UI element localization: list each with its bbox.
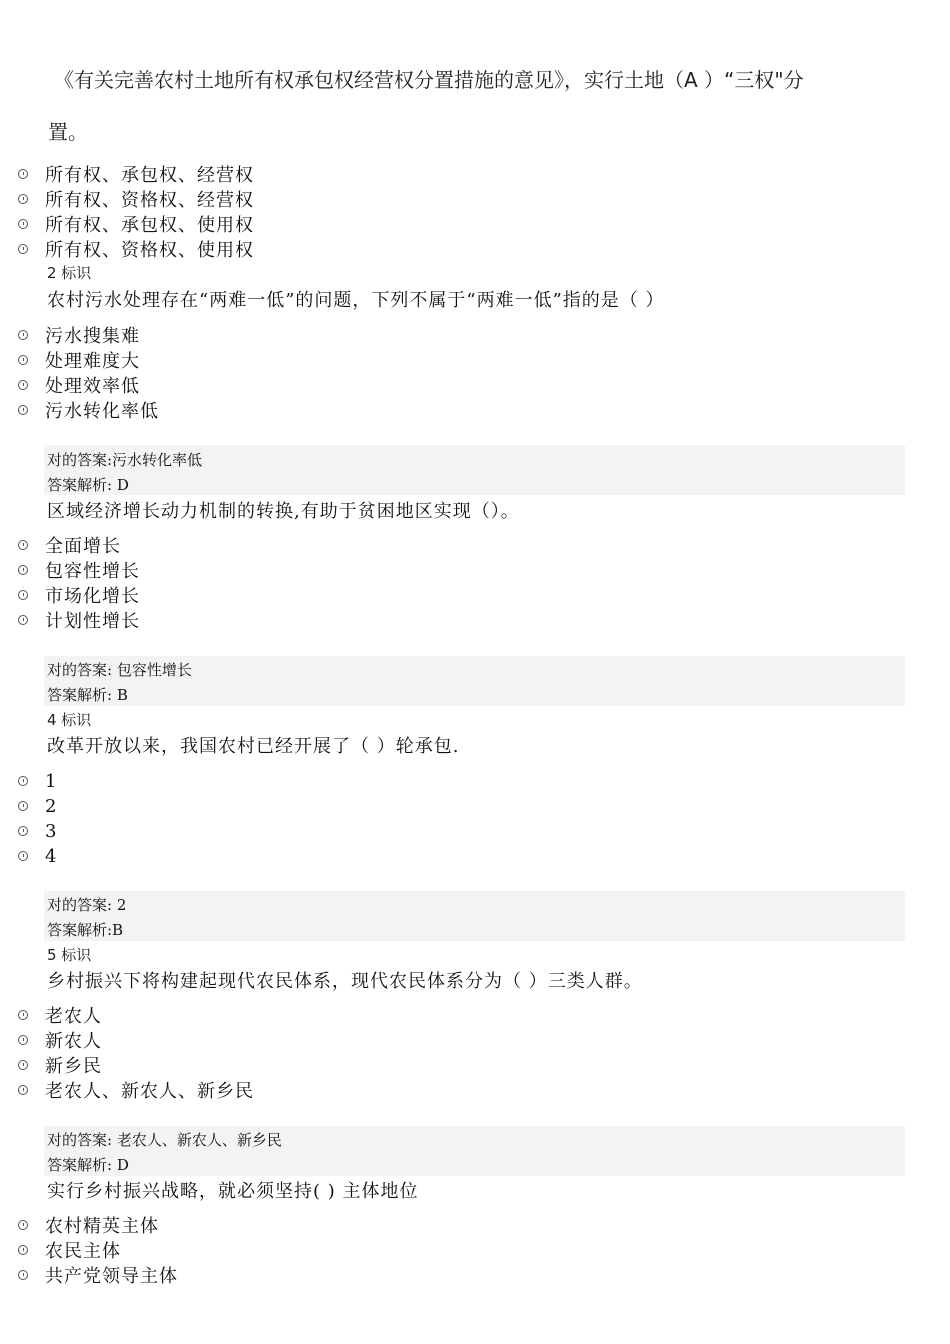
radio-icon[interactable] — [18, 169, 28, 179]
q6-option-c[interactable] — [18, 1263, 178, 1287]
option-label: 4 — [45, 845, 58, 867]
option-label: 所有权、资格权、使用权 — [45, 240, 254, 261]
option-label: 处理效率低 — [45, 376, 140, 397]
q3-option-c[interactable] — [18, 583, 140, 607]
option-label: 包容性增长 — [45, 561, 140, 582]
radio-icon[interactable] — [18, 826, 28, 836]
intro-question — [48, 54, 908, 158]
q5-option-d[interactable] — [18, 1078, 254, 1102]
option-label: 2 — [45, 795, 58, 817]
option-label: 计划性增长 — [45, 611, 140, 632]
q3-option-a[interactable] — [18, 533, 121, 557]
radio-icon[interactable] — [18, 355, 28, 365]
radio-icon[interactable] — [18, 1220, 28, 1230]
radio-icon[interactable] — [18, 1010, 28, 1020]
q1-option-a[interactable] — [18, 162, 254, 186]
q4-correct-answer: 对的答案: 2 — [47, 896, 127, 914]
q3-answer-analysis: 答案解析: B — [47, 686, 128, 704]
option-label: 老农人、新农人、新乡民 — [45, 1081, 254, 1102]
radio-icon[interactable] — [18, 194, 28, 204]
option-label: 3 — [45, 820, 58, 842]
option-label: 农民主体 — [45, 1241, 121, 1262]
q2-option-c[interactable] — [18, 373, 140, 397]
q3-option-b[interactable] — [18, 558, 140, 582]
option-label: 所有权、承包权、使用权 — [45, 215, 254, 236]
q2-option-d[interactable] — [18, 398, 159, 422]
option-label: 新乡民 — [45, 1056, 102, 1077]
q1-option-c[interactable] — [18, 212, 254, 236]
q5-option-a[interactable] — [18, 1003, 102, 1027]
radio-icon[interactable] — [18, 1085, 28, 1095]
radio-icon[interactable] — [18, 1245, 28, 1255]
q6-text: 实行乡村振兴战略，就必须坚持( ) 主体地位 — [47, 1181, 419, 1202]
radio-icon[interactable] — [18, 219, 28, 229]
q2-text: 农村污水处理存在“两难一低”的问题，下列不属于“两难一低”指的是（ ） — [47, 290, 665, 311]
option-label: 全面增长 — [45, 536, 121, 557]
radio-icon[interactable] — [18, 776, 28, 786]
q6-option-a[interactable] — [18, 1213, 159, 1237]
option-label: 农村精英主体 — [45, 1216, 159, 1237]
q2-answer-analysis: 答案解析: D — [47, 476, 129, 494]
radio-icon[interactable] — [18, 1270, 28, 1280]
q5-text: 乡村振兴下将构建起现代农民体系，现代农民体系分为（ ）三类人群。 — [47, 971, 643, 992]
q5-option-c[interactable] — [18, 1053, 102, 1077]
intro-line-1: 《有关完善农村土地所有权承包权经营权分置措施的意见》，实行土地（A ）“三权"分 — [54, 68, 804, 92]
q4-text: 改革开放以来，我国农村已经开展了（ ）轮承包. — [47, 736, 460, 757]
q3-text: 区域经济增长动力机制的转换,有助于贫困地区实现（）。 — [47, 501, 520, 522]
q4-option-d[interactable] — [18, 844, 57, 868]
radio-icon[interactable] — [18, 801, 28, 811]
radio-icon[interactable] — [18, 615, 28, 625]
option-label: 新农人 — [45, 1031, 102, 1052]
q5-number: 5 标识 — [47, 946, 92, 964]
q4-number: 4 标识 — [47, 711, 92, 729]
option-label: 共产党领导主体 — [45, 1266, 178, 1287]
option-label: 处理难度大 — [45, 351, 140, 372]
q5-answer-analysis: 答案解析: D — [47, 1156, 129, 1174]
q4-option-b[interactable] — [18, 794, 57, 818]
option-label: 老农人 — [45, 1006, 102, 1027]
option-label: 市场化增长 — [45, 586, 140, 607]
option-label: 所有权、承包权、经营权 — [45, 165, 254, 186]
radio-icon[interactable] — [18, 1035, 28, 1045]
q5-option-b[interactable] — [18, 1028, 102, 1052]
q4-option-a[interactable] — [18, 769, 57, 793]
q3-option-d[interactable] — [18, 608, 140, 632]
radio-icon[interactable] — [18, 540, 28, 550]
radio-icon[interactable] — [18, 590, 28, 600]
intro-line-2: 置。 — [48, 120, 88, 144]
radio-icon[interactable] — [18, 244, 28, 254]
radio-icon[interactable] — [18, 565, 28, 575]
radio-icon[interactable] — [18, 851, 28, 861]
option-label: 污水搜集难 — [45, 326, 140, 347]
q4-option-c[interactable] — [18, 819, 57, 843]
option-label: 1 — [45, 770, 58, 792]
q4-answer-analysis: 答案解析:B — [47, 921, 124, 939]
radio-icon[interactable] — [18, 380, 28, 390]
q1-option-d[interactable] — [18, 237, 254, 261]
radio-icon[interactable] — [18, 1060, 28, 1070]
q1-option-b[interactable] — [18, 187, 254, 211]
radio-icon[interactable] — [18, 405, 28, 415]
q3-correct-answer: 对的答案: 包容性增长 — [47, 661, 192, 679]
q2-option-b[interactable] — [18, 348, 140, 372]
radio-icon[interactable] — [18, 330, 28, 340]
q2-number: 2 标识 — [47, 264, 92, 282]
q5-correct-answer: 对的答案: 老农人、新农人、新乡民 — [47, 1131, 282, 1149]
q2-correct-answer: 对的答案:污水转化率低 — [47, 451, 203, 469]
q6-option-b[interactable] — [18, 1238, 121, 1262]
q2-option-a[interactable] — [18, 323, 140, 347]
q4-answer-box — [44, 891, 905, 941]
option-label: 所有权、资格权、经营权 — [45, 190, 254, 211]
option-label: 污水转化率低 — [45, 401, 159, 422]
